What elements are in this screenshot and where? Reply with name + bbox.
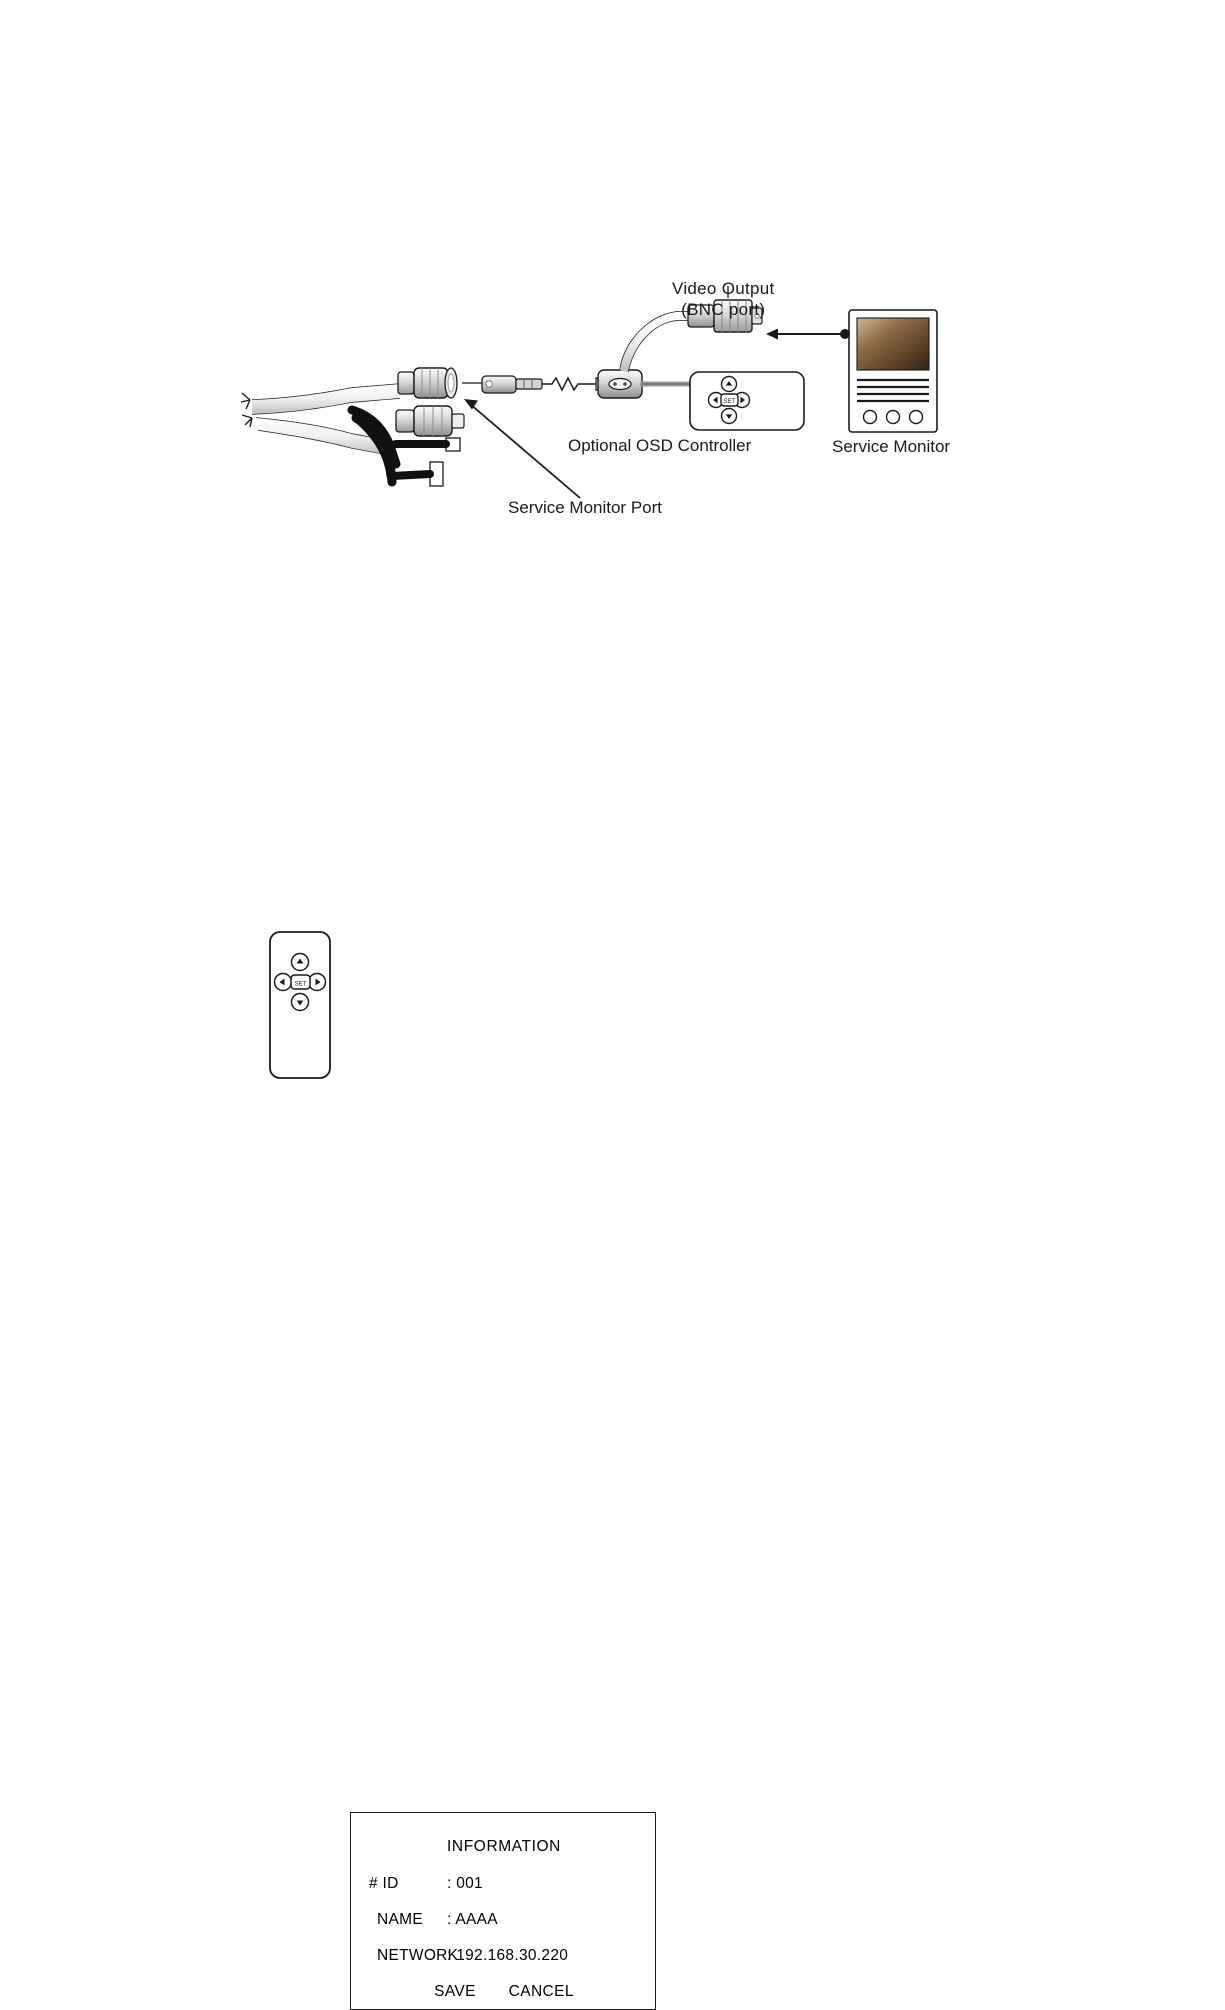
label-video-output-line2: (BNC port) (681, 300, 766, 319)
osd-label-name: NAME (377, 1911, 423, 1928)
arrow-service-monitor-port (464, 399, 580, 498)
osd-information-figure (0, 900, 1225, 2000)
audio-jack-plug (462, 376, 542, 393)
osd-row-network (377, 1947, 568, 1965)
service-monitor-port-connector (398, 368, 457, 398)
svg-text:SET: SET (723, 399, 736, 405)
osd-row-name (377, 1911, 498, 1929)
osd-save-button[interactable]: SAVE (434, 1983, 476, 2000)
label-service-monitor-port: Service Monitor Port (508, 498, 662, 517)
lower-white-connector (396, 406, 464, 436)
osd-cable (542, 370, 690, 398)
osd-label-id: # ID (369, 1875, 399, 1892)
arrow-monitor-to-bnc (766, 329, 850, 340)
cable-diagram-svg (0, 250, 1225, 540)
osd-title: INFORMATION (447, 1838, 561, 1855)
osd-cancel-button[interactable]: CANCEL (508, 1983, 574, 2000)
osd-controller-device (690, 372, 804, 430)
service-monitor-device (849, 310, 937, 432)
osd-screen (350, 1812, 656, 2010)
cable-cut-ends (241, 393, 252, 427)
osd-label-network: NETWORK (377, 1947, 459, 1964)
osd-button-row (351, 1983, 657, 2001)
osd-row-id (369, 1875, 483, 1893)
label-osd-controller: Optional OSD Controller (568, 436, 752, 455)
osd-value-network: : 192.168.30.220 (447, 1947, 569, 1964)
label-service-monitor: Service Monitor (832, 437, 951, 456)
service-monitor-connection-figure (0, 250, 1225, 540)
monitor-screen-image (857, 318, 929, 370)
osd-remote-svg (0, 900, 1225, 1130)
svg-text:SET: SET (294, 981, 307, 988)
osd-value-id: : 001 (447, 1875, 483, 1892)
osd-value-name: : AAAA (447, 1911, 498, 1928)
label-video-output (672, 278, 775, 320)
label-video-output-line1: Video Output (672, 279, 775, 298)
bnc-cable (620, 312, 690, 372)
